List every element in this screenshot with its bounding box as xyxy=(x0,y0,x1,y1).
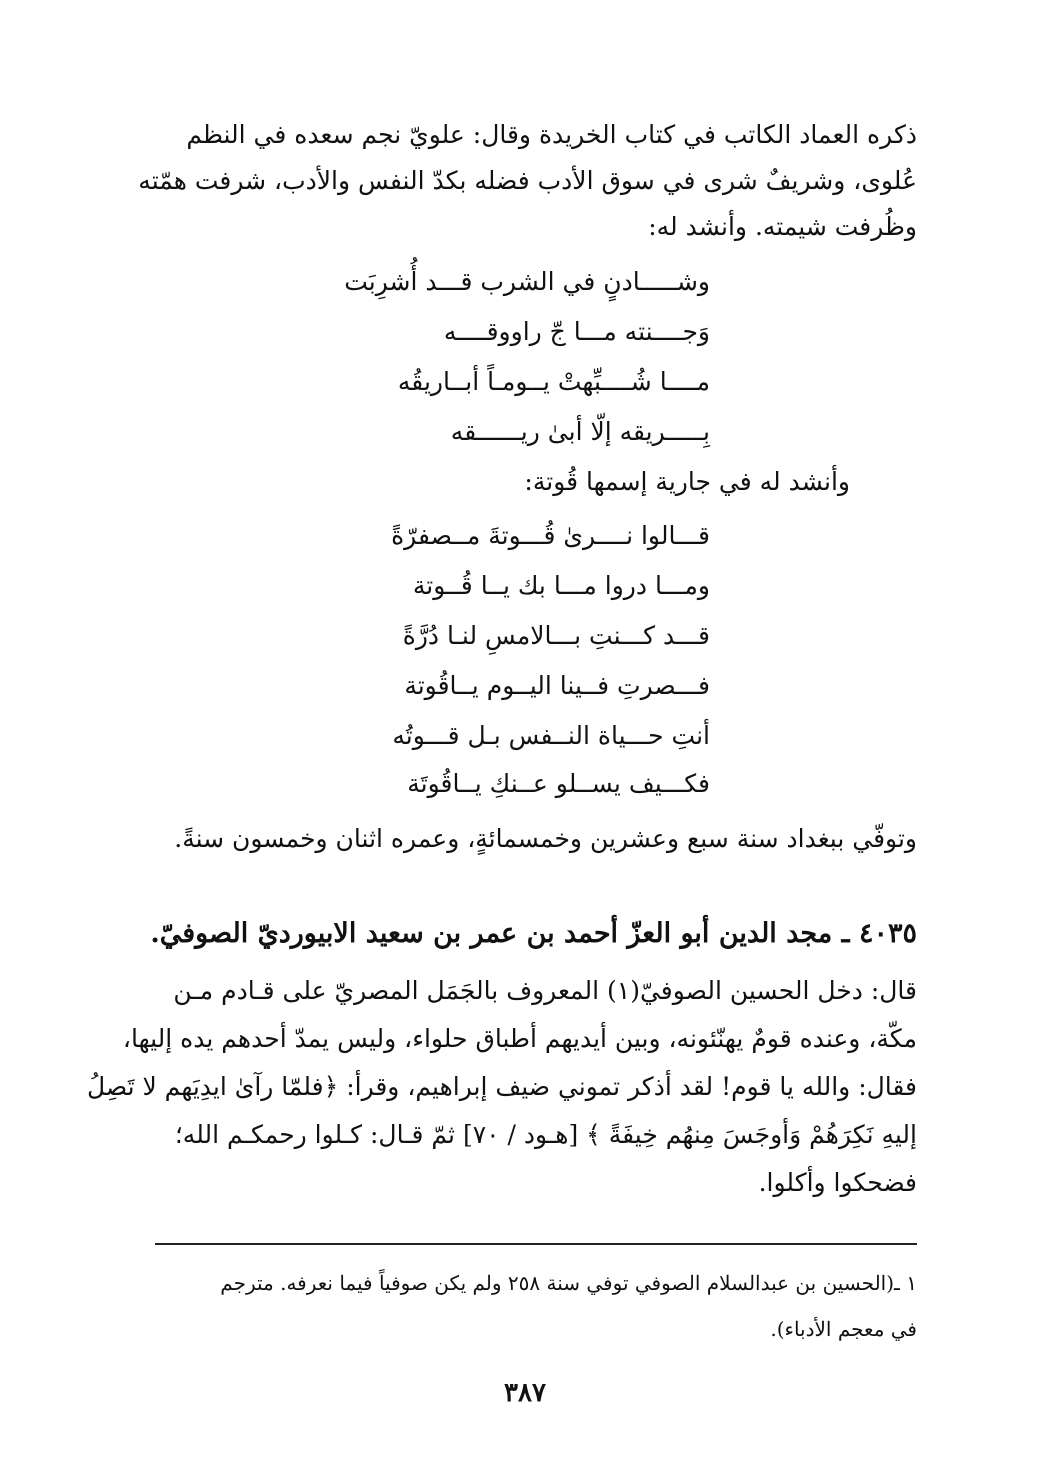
poem1-verse-4: بِـــــريقه إلّا أبىٰ ريــــــقه xyxy=(450,417,710,446)
poem2-verse-5: أنتِ حـــياة النــفس بـل قـــوتُه xyxy=(392,721,710,750)
poem2-verse-1: قـــالوا نــــرىٰ قُـــوتةَ مــصفرّةً xyxy=(391,521,710,550)
poem2-verse-2: ومـــا دروا مـــا بك يــا قُــوتة xyxy=(412,571,710,600)
death-line: وتوفّي ببغداد سنة سبع وعشرين وخمسمائةٍ، وعمره اثنان وخمسون سنةً. xyxy=(174,824,917,853)
footnote-line-2: في معجم الأدباء). xyxy=(770,1317,917,1341)
page-number: ٣٨٧ xyxy=(504,1378,546,1408)
poem2-verse-3: قـــد كـــنتِ بـــالامسِ لنـا دُرَّةً xyxy=(402,621,710,650)
intro-line-1: ذكره العماد الكاتب في كتاب الخريدة وقال: علويّ نجم سعده في النظم xyxy=(186,120,917,149)
footnote-line-1: ١ ـ(الحسين بن عبدالسلام الصوفي توفي سنة ٢٥٨ ولم يكن صوفياً فيما نعرفه. مترجم xyxy=(220,1271,917,1295)
entry-body-line-4: إليهِ نَكِرَهُمْ وَأوجَسَ مِنهُم خِيفَةً ﴾ [هـود / ٧٠] ثمّ قـال: كـلوا رحمكـم الله؛ xyxy=(174,1120,917,1149)
entry-heading: ٤٠٣٥ ـ مجد الدين أبو العزّ أحمد بن عمر بن سعيد الابيورديّ الصوفيّ. xyxy=(150,918,917,949)
poem2-verse-4: فـــصرتِ فــينا اليــوم يــاقُوتة xyxy=(404,671,710,700)
poem1-verse-3: مــــا شُــــبِّهتْ يــومـاً أبــاريقُه xyxy=(397,367,710,396)
poem2-verse-6: فكـــيف يســلو عــنكِ يــاقُوتَة xyxy=(407,769,710,798)
entry-body-line-5: فضحكوا وأكلوا. xyxy=(758,1168,917,1197)
poem1-verse-1: وشـــــادنٍ في الشرب قـــد أُشرِبَت xyxy=(344,267,710,296)
poem2-intro: وأنشد له في جارية إسمها قُوتة: xyxy=(524,467,850,496)
entry-body-line-3: فقال: والله يا قوم! لقد أذكر تموني ضيف إبراهيم، وقرأ: ﴿فلمّا رآىٰ ايدِيَهم لا تَصِلُ xyxy=(86,1072,917,1101)
intro-line-2: عُلوى، وشريفٌ شرى في سوق الأدب فضله بكدّ النفس والأدب، شرفت همّته xyxy=(138,166,917,195)
footnote-separator xyxy=(155,1243,917,1245)
poem1-verse-2: وَجــــنته مـــا جّ راووقــــه xyxy=(443,317,710,346)
entry-body-line-2: مكّة، وعنده قومٌ يهنّئونه، وبين أيديهم أطباق حلواء، وليس يمدّ أحدهم يده إليها، xyxy=(122,1024,917,1053)
intro-line-3: وظُرفت شيمته. وأنشد له: xyxy=(648,212,917,241)
entry-body-line-1: قال: دخل الحسين الصوفيّ(١) المعروف بالجَمَل المصريّ على قـادم مـن xyxy=(173,976,917,1005)
